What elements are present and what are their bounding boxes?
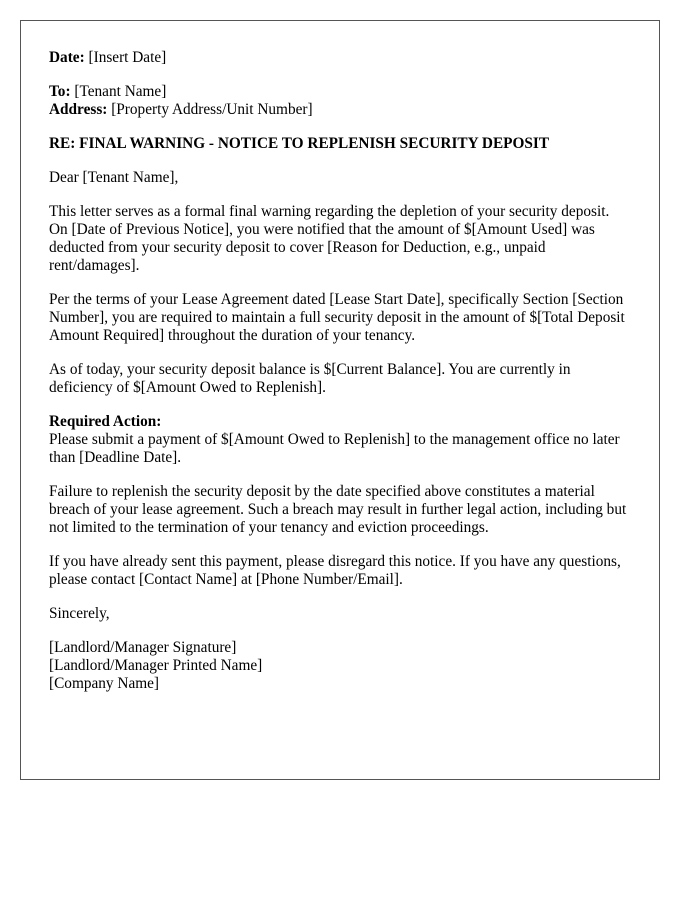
required-action-label: Required Action: [49, 413, 162, 430]
paragraph-balance: As of today, your security deposit balance is $[Current Balance]. You are currently in deficiency of $[Amount Owed to Replenish]. [49, 361, 571, 396]
date-value: [Insert Date] [84, 49, 167, 66]
paragraph-breach-warning: Failure to replenish the security deposit by the date specified above constitutes a material breach of your lease agreement. Such a breach may result in further legal action, including but not limited to the termination of your tenancy and eviction proceedings. [49, 483, 627, 536]
to-value: [Tenant Name] [70, 83, 167, 100]
address-line [49, 101, 631, 119]
company-name-line: [Company Name] [49, 675, 160, 692]
date-label: Date: [49, 49, 85, 66]
required-action-block [49, 413, 631, 467]
paragraph-contact: If you have already sent this payment, please disregard this notice. If you have any questions, please contact [Contact Name] at [Phone Number/Email]. [49, 553, 621, 588]
signature-block [49, 639, 631, 693]
printed-name-line: [Landlord/Manager Printed Name] [49, 657, 263, 674]
paragraph-deduction-notice: This letter serves as a formal final warning regarding the depletion of your security deposit. On [Date of Previous Notice], you were notified that the amount of $[Amount Used] was deducted from your security deposit to cover [Reason for Deduction, e.g., unpaid rent/damages]. [49, 203, 610, 274]
paragraph-lease-terms: Per the terms of your Lease Agreement dated [Lease Start Date], specifically Section [Section Number], you are required to maintain a full security deposit in the amount of $[Total Deposit Amount Required] throughout the duration of your tenancy. [49, 291, 625, 344]
letter-page [20, 20, 660, 780]
address-label: Address: [49, 101, 108, 118]
salutation: Dear [Tenant Name], [49, 169, 179, 186]
closing: Sincerely, [49, 605, 110, 622]
date-line [49, 49, 631, 67]
signature-line: [Landlord/Manager Signature] [49, 639, 237, 656]
required-action-text: Please submit a payment of $[Amount Owed to Replenish] to the management office no later than [Deadline Date]. [49, 431, 620, 466]
subject-line: RE: FINAL WARNING - NOTICE TO REPLENISH SECURITY DEPOSIT [49, 135, 550, 152]
to-label: To: [49, 83, 71, 100]
address-value: [Property Address/Unit Number] [107, 101, 313, 118]
to-line [49, 83, 631, 101]
